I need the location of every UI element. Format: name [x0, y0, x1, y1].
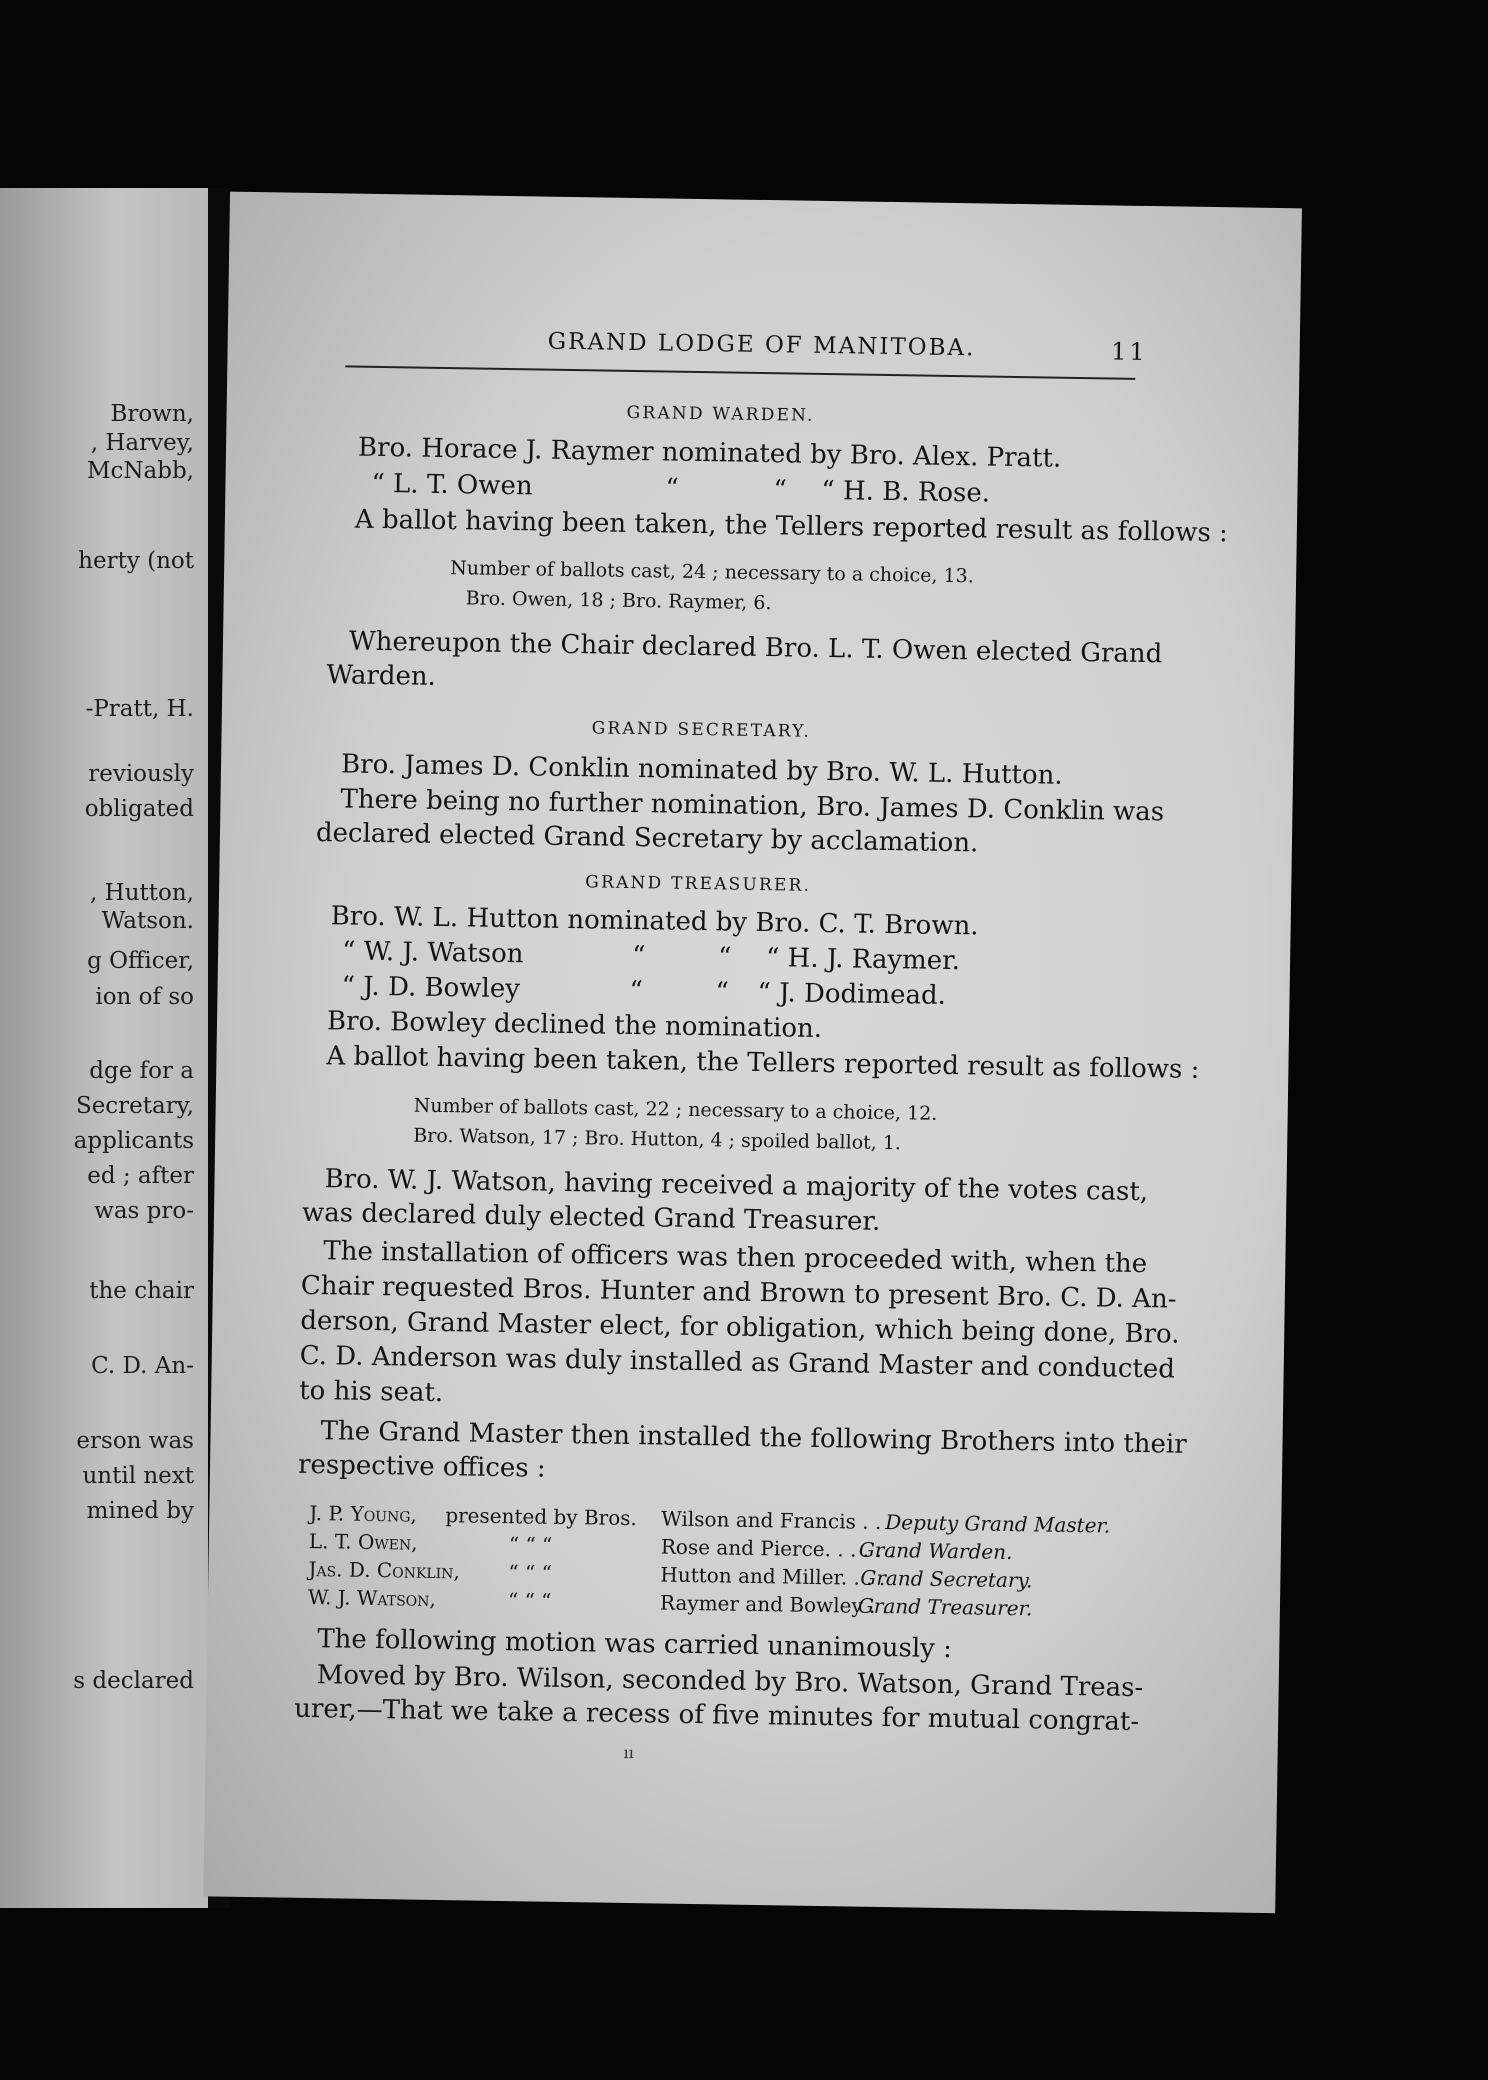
officer-presenters: Wilson and Francis . .: [661, 1506, 882, 1534]
ballot-result-line: Number of ballots cast, 22 ; necessary to a choice, 12.: [413, 1094, 938, 1125]
page-number: 11: [1110, 337, 1148, 367]
ditto-mark: “: [631, 940, 646, 972]
officer-presenters: Raymer and Bowley . .: [659, 1590, 889, 1619]
paragraph-line: declared elected Grand Secretary by acclamation.: [315, 818, 979, 859]
nomination-line-2a: “ W. J. Watson: [341, 936, 524, 970]
left-facing-page: [0, 188, 208, 1908]
left-line: ion of so: [95, 984, 194, 1010]
ditto-mark: “: [773, 475, 787, 506]
paragraph-line: Moved by Bro. Wilson, seconded by Bro. Watson, Grand Treas-: [316, 1660, 1144, 1704]
book-page: [203, 192, 1302, 1914]
officer-office: Deputy Grand Master.: [885, 1510, 1111, 1538]
ballot-result-line: Bro. Owen, 18 ; Bro. Raymer, 6.: [465, 587, 772, 615]
left-line: erson was: [76, 1428, 194, 1454]
ditto-mark: “: [715, 977, 730, 1008]
left-line: Brown,: [110, 401, 194, 427]
nomination-line: Bro. Horace J. Raymer nominated by Bro. Alex. Pratt.: [357, 432, 1062, 474]
left-line: herty (not: [78, 548, 194, 574]
nomination-line-3a: “ J. D. Bowley: [341, 971, 521, 1005]
left-line: mined by: [86, 1498, 194, 1524]
officer-name: W. J. Watson,: [307, 1584, 437, 1611]
left-line: ed ; after: [87, 1163, 194, 1189]
officer-presenters: Hutton and Miller. . . .: [660, 1562, 886, 1591]
paragraph-line: C. D. Anderson was duly installed as Grand Master and conducted: [299, 1340, 1176, 1385]
left-line: reviously: [88, 761, 194, 787]
declined-line: Bro. Bowley declined the nomination.: [326, 1006, 823, 1044]
officer-presented: “ “ “: [508, 1532, 553, 1557]
left-line: , Hutton,: [90, 880, 194, 906]
left-line: g Officer,: [87, 948, 194, 974]
declaration-line: Whereupon the Chair declared Bro. L. T. Owen elected Grand: [348, 626, 1163, 670]
officer-office: Grand Warden.: [858, 1537, 1013, 1565]
declaration-line: Bro. W. J. Watson, having received a majority of the votes cast,: [324, 1164, 1149, 1208]
paragraph-line: The Grand Master then installed the following Brothers into their: [320, 1416, 1187, 1460]
paragraph-line: The following motion was carried unanimously :: [317, 1624, 953, 1665]
paragraph-line: urer,—That we take a recess of five minutes for mutual congrat-: [294, 1693, 1140, 1738]
nomination-line-2d: “ H. J. Raymer.: [765, 943, 961, 977]
paragraph-line: There being no further nomination, Bro. James D. Conklin was: [340, 784, 1165, 828]
left-line: Watson.: [101, 908, 194, 934]
header-rule: [345, 365, 1135, 379]
paragraph-line: Chair requested Bros. Hunter and Brown to present Bro. C. D. An-: [300, 1270, 1177, 1315]
ballot-line: A ballot having been taken, the Tellers reported result as follows :: [326, 1041, 1200, 1085]
officer-office: Grand Secretary.: [860, 1565, 1033, 1593]
left-line: until next: [82, 1463, 194, 1489]
declaration-line: Warden.: [326, 660, 437, 692]
ditto-mark: “: [665, 473, 679, 504]
left-line: McNabb,: [86, 458, 194, 484]
left-line: applicants: [73, 1128, 194, 1154]
officer-presenters: Rose and Pierce. . . . . .: [660, 1534, 895, 1563]
ballot-result-line: Bro. Watson, 17 ; Bro. Hutton, 4 ; spoiled ballot, 1.: [413, 1124, 902, 1155]
ditto-mark: “: [629, 975, 644, 1007]
section-heading-grand-treasurer: GRAND TREASURER.: [585, 872, 812, 896]
ditto-mark: “: [717, 942, 732, 973]
ballot-result-line: Number of ballots cast, 24 ; necessary to a choice, 13.: [450, 557, 974, 588]
paragraph-line: The installation of officers was then proceeded with, when the: [323, 1236, 1148, 1280]
left-line: s declared: [73, 1668, 194, 1694]
left-line: was pro-: [94, 1198, 194, 1224]
officer-name: J. P. Young,: [309, 1500, 418, 1527]
officer-name: Jas. D. Conklin,: [308, 1556, 461, 1584]
left-line: , Harvey,: [90, 430, 194, 456]
paragraph-line: derson, Grand Master elect, for obligation, which being done, Bro.: [300, 1305, 1180, 1350]
nomination-line: Bro. W. L. Hutton nominated by Bro. C. T. Brown.: [330, 901, 979, 942]
running-title: GRAND LODGE OF MANITOBA.: [547, 328, 976, 362]
left-line: Secretary,: [75, 1093, 194, 1119]
left-line: C. D. An-: [91, 1353, 194, 1379]
section-heading-grand-warden: GRAND WARDEN.: [626, 402, 815, 426]
footer-mark: ıı: [623, 1742, 634, 1763]
officer-presented: “ “ “: [508, 1560, 552, 1585]
left-line: the chair: [89, 1278, 194, 1304]
left-line: -Pratt, H.: [85, 696, 194, 722]
ballot-line: A ballot having been taken, the Tellers reported result as follows :: [354, 504, 1229, 549]
officer-office: Grand Treasurer.: [857, 1593, 1033, 1621]
declaration-line: was declared duly elected Grand Treasurer.: [301, 1197, 881, 1237]
left-line: obligated: [84, 796, 194, 822]
officer-presented: presented by Bros.: [445, 1503, 638, 1531]
officer-name: L. T. Owen,: [308, 1528, 418, 1555]
officer-presented: “ “ “: [507, 1588, 552, 1613]
left-line: dge for a: [89, 1058, 194, 1084]
running-header: [348, 325, 1148, 367]
paragraph-line: respective offices :: [297, 1449, 546, 1484]
section-heading-grand-secretary: GRAND SECRETARY.: [591, 718, 812, 742]
nomination-line-3d: “ J. Dodimead.: [757, 977, 947, 1011]
nomination-line-2d: “ H. B. Rose.: [821, 475, 991, 509]
paragraph-line: to his seat.: [299, 1375, 444, 1409]
nomination-line-2a: “ L. T. Owen: [371, 468, 533, 502]
nomination-line: Bro. James D. Conklin nominated by Bro. W. L. Hutton.: [340, 749, 1063, 791]
